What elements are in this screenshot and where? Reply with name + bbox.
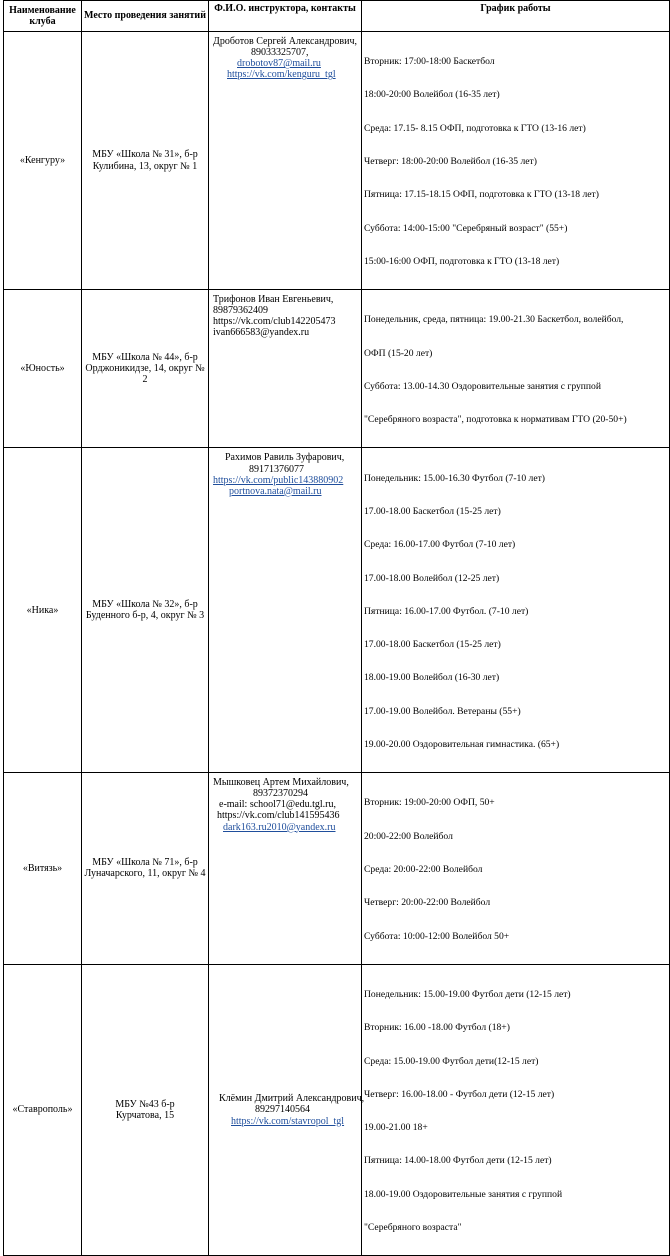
schedule-line: Четверг: 16.00-18.00 - Футбол дети (12-15 лет)	[364, 1088, 555, 1100]
instructor-cell	[209, 773, 362, 965]
instructor-phone: 89879362409	[213, 305, 268, 317]
table-row	[4, 773, 670, 965]
header-row	[4, 1, 670, 32]
schedule-line: 17.00-18.00 Волейбол (12-25 лет)	[364, 572, 500, 584]
instructor-name: Трифонов Иван Евгеньевич,	[213, 294, 334, 306]
schedule-line: Среда: 15.00-19.00 Футбол дети(12-15 лет)	[364, 1055, 539, 1067]
clubs-table	[3, 0, 670, 1256]
schedule-line: Среда: 17.15- 8.15 ОФП, подготовка к ГТО (13-16 лет)	[364, 122, 586, 134]
schedule-line: Пятница: 16.00-17.00 Футбол. (7-10 лет)	[364, 605, 529, 617]
club-name: «Юность»	[4, 290, 82, 448]
schedule-line: ОФП (15-20 лет)	[364, 347, 433, 359]
schedule-cell	[362, 32, 670, 290]
schedule-line: 19.00-21.00 18+	[364, 1122, 428, 1134]
schedule-line: Суббота: 14:00-15:00 "Серебряный возраст" (55+)	[364, 222, 568, 234]
instructor-cell	[209, 448, 362, 773]
instructor-email[interactable]: dark163.ru2010@yandex.ru	[223, 821, 336, 833]
schedule-line: "Серебряного возраста", подготовка к нормативам ГТО (20-50+)	[364, 414, 627, 426]
instructor-email[interactable]: drobotov87@mail.ru	[237, 58, 321, 70]
instructor-cell	[209, 964, 365, 1255]
schedule-line: Вторник: 17:00-18:00 Баскетбол	[364, 56, 495, 68]
schedule-line: Среда: 16.00-17.00 Футбол (7-10 лет)	[364, 539, 516, 551]
instructor-name: Дроботов Сергей Александрович,	[213, 36, 358, 47]
instructor-vk-link[interactable]: https://vk.com/stavropol_tgl	[231, 1115, 345, 1127]
instructor-vk-link[interactable]: https://vk.com/club141595436	[217, 810, 340, 822]
instructor-phone: 89171376077	[249, 463, 304, 475]
instructor-name: Рахимов Равиль Зуфарович,	[225, 452, 345, 464]
club-name: «Ставрополь»	[4, 964, 82, 1255]
schedule-line: 17.00-18.00 Баскетбол (15-25 лет)	[364, 505, 501, 517]
instructor-vk-link[interactable]: https://vk.com/public143880902	[213, 474, 344, 486]
header-instructor: Ф.И.О. инструктора, контакты	[209, 1, 362, 32]
instructor-phone: 89372370294	[253, 788, 308, 800]
schedule-line: 19.00-20.00 Оздоровительная гимнастика. (65+)	[364, 738, 560, 750]
instructor-name: Клёмин Дмитрий Александрович,	[219, 1093, 365, 1105]
instructor-cell	[209, 290, 362, 448]
table-row	[4, 448, 670, 773]
club-place: МБУ «Школа № 32», б-р Буденного б-р, 4, округ № 3	[82, 448, 209, 773]
schedule-line: "Серебряного возраста"	[364, 1221, 462, 1233]
schedule-line: 15:00-16:00 ОФП, подготовка к ГТО (13-18 лет)	[364, 255, 560, 267]
header-club: Наименование клуба	[4, 1, 82, 32]
schedule-cell	[362, 964, 670, 1255]
schedule-line: Понедельник: 15.00-16.30 Футбол (7-10 лет)	[364, 472, 545, 484]
header-place: Место проведения занятий	[82, 1, 209, 32]
schedule-line: Среда: 20:00-22:00 Волейбол	[364, 863, 483, 875]
club-name: «Кенгуру»	[4, 32, 82, 290]
schedule-line: Суббота: 10:00-12:00 Волейбол 50+	[364, 930, 510, 942]
schedule-line: 20:00-22:00 Волейбол	[364, 830, 453, 842]
header-schedule: График работы	[362, 1, 670, 32]
schedule-line: Понедельник, среда, пятница: 19.00-21.30 Баскетбол, волейбол,	[364, 314, 624, 326]
schedule-cell	[362, 448, 670, 773]
instructor-phone: 89033325707,	[251, 47, 309, 59]
schedule-line: 17.00-18.00 Баскетбол (15-25 лет)	[364, 639, 501, 651]
instructor-vk-link[interactable]: https://vk.com/club142205473	[213, 316, 336, 328]
schedule-line: 18.00-19.00 Оздоровительные занятия с группой	[364, 1188, 563, 1200]
schedule-line: Четверг: 18:00-20:00 Волейбол (16-35 лет)	[364, 156, 537, 168]
instructor-email-line: e-mail: school71@edu.tgl.ru,	[219, 799, 336, 811]
schedule-cell	[362, 290, 670, 448]
schedule-line: Пятница: 14.00-18.00 Футбол дети (12-15 лет)	[364, 1155, 552, 1167]
instructor-vk-link[interactable]: https://vk.com/kenguru_tgl	[227, 69, 336, 81]
schedule-line: Вторник: 19:00-20:00 ОФП, 50+	[364, 797, 495, 809]
schedule-cell	[362, 773, 670, 965]
club-name: «Ника»	[4, 448, 82, 773]
instructor-email[interactable]: ivan666583@yandex.ru	[213, 327, 310, 339]
schedule-line: Понедельник: 15.00-19.00 Футбол дети (12-15 лет)	[364, 988, 571, 1000]
schedule-line: 18:00-20:00 Волейбол (16-35 лет)	[364, 89, 500, 101]
club-place: МБУ «Школа № 31», б-р Кулибина, 13, округ № 1	[82, 32, 209, 290]
instructor-email[interactable]: portnova.nata@mail.ru	[229, 485, 322, 497]
schedule-line: 18.00-19.00 Волейбол (16-30 лет)	[364, 672, 500, 684]
instructor-cell	[209, 32, 362, 290]
table-row	[4, 290, 670, 448]
table-row	[4, 32, 670, 290]
schedule-line: Четверг: 20:00-22:00 Волейбол	[364, 897, 491, 909]
schedule-line: 17.00-19.00 Волейбол. Ветераны (55+)	[364, 705, 521, 717]
club-name: «Витязь»	[4, 773, 82, 965]
club-place: МБУ №43 б-р Курчатова, 15	[82, 964, 209, 1255]
schedule-line: Суббота: 13.00-14.30 Оздоровительные занятия с группой	[364, 380, 601, 392]
instructor-name: Мышковец Артем Михайлович,	[213, 777, 349, 789]
table-row	[4, 964, 670, 1255]
club-place: МБУ «Школа № 44», б-р Орджоникидзе, 14, округ № 2	[82, 290, 209, 448]
instructor-phone: 89297140564	[255, 1104, 310, 1116]
schedule-line: Пятница: 17.15-18.15 ОФП, подготовка к ГТО (13-18 лет)	[364, 189, 599, 201]
schedule-line: Вторник: 16.00 -18.00 Футбол (18+)	[364, 1022, 510, 1034]
club-place: МБУ «Школа № 71», б-р Луначарского, 11, округ № 4	[82, 773, 209, 965]
